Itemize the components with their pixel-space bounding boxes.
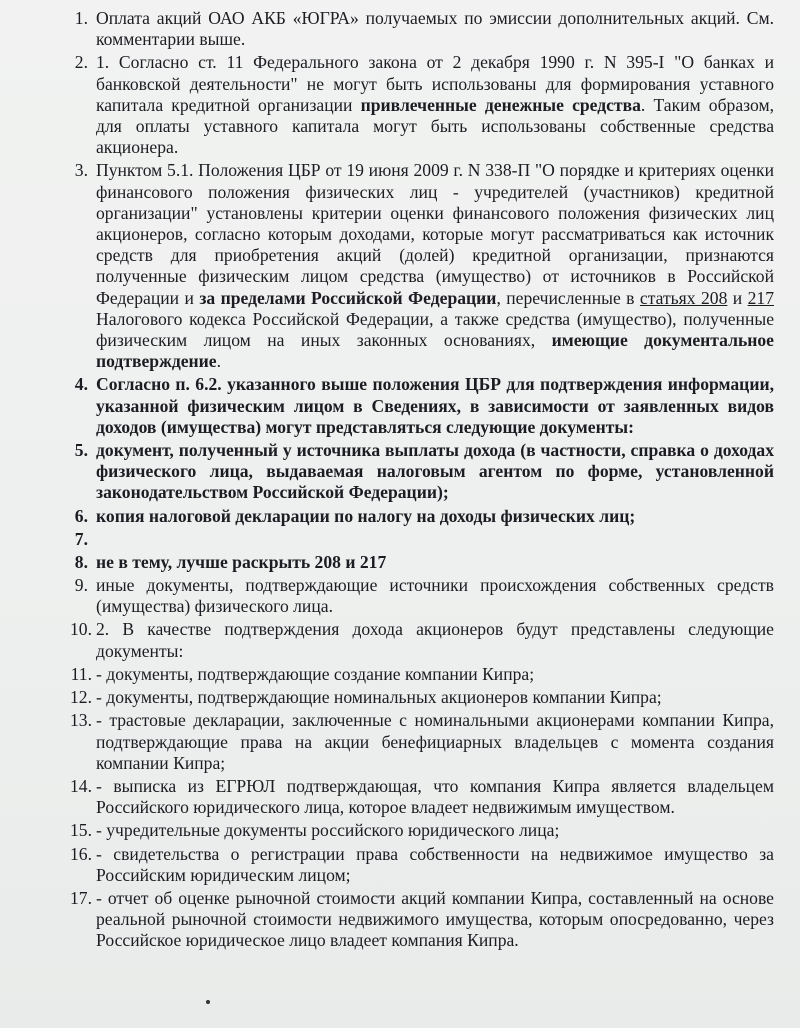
item-number: 3. (74, 160, 88, 181)
item-number: 8. (74, 551, 88, 572)
list-item-11 (62, 664, 774, 685)
item-number: 1. (74, 8, 88, 28)
text-segment: . Таким образом, для оплаты уставного капитала могут быть использованы собственные средства акционера. (96, 94, 774, 158)
text-segment: . (216, 351, 222, 372)
item-number: 14. (70, 775, 92, 796)
text-segment: , перечисленные в (496, 287, 640, 308)
item-text: 2. В качестве подтверждения дохода акционеров будут представлены следующие документы: (96, 619, 774, 661)
bold-segment: за пределами Российской Федерации (199, 287, 497, 308)
item-text: - отчет об оценке рыночной стоимости акций компании Кипра, составленный на основе реальной рыночной стоимости недвижимого имущества, которым опосредованно, через Российское юридическое лицо владеет компания Кипра. (96, 887, 774, 951)
text-segment: Налогового кодекса Российской Федерации, а также средства (имущество), полученные физическим лицом на иных законных основаниях, (96, 308, 774, 351)
list-item-9 (62, 575, 774, 617)
item-text: - учредительные документы российского юридического лица; (96, 820, 560, 841)
item-number: 10. (70, 619, 92, 640)
item-text: Оплата акций ОАО АКБ «ЮГРА» получаемых по эмиссии дополнительных акций. См. комментарии выше. (96, 8, 774, 50)
item-number: 7. (74, 528, 88, 549)
item-text: иные документы, подтверждающие источники происхождения собственных средств (имущества) физического лица. (96, 575, 774, 617)
item-text: - документы, подтверждающие номинальных акционеров компании Кипра; (96, 687, 662, 708)
bold-segment: привлеченные денежные средства (360, 94, 641, 115)
numbered-list (62, 8, 774, 954)
item-number: 6. (74, 505, 88, 526)
bold-segment: имеющие документальное подтверждение (96, 330, 774, 372)
item-number: 16. (70, 843, 92, 864)
list-item-1 (62, 8, 774, 50)
list-item-4 (62, 374, 774, 438)
text-segment: Пунктом 5.1. Положения ЦБР от 19 июня 2009 г. N 338-П "О порядке и критериях оценки финансового положения физических лиц - учредителей (участников) кредитной организации" установлены критерии оценки финансового положения физических лиц акционеров, согласно которым доходами, которые могут рассматриваться как источник средств для приобретения акций (долей) кредитной организации, признаются полученные физическим лицом средства (имущество) от источников в Российской Федерации и (96, 160, 774, 308)
item-number: 9. (74, 575, 88, 596)
item-number: 11. (70, 663, 92, 684)
item-number: 5. (74, 440, 88, 461)
item-text: - трастовые декларации, заключенные с номинальными акционерами компании Кипра, подтверждающие права на акции бенефициарных владельцев с момента создания компании Кипра; (96, 710, 774, 773)
item-number: 15. (70, 820, 92, 841)
article-208-link[interactable]: статьях 208 (639, 287, 728, 308)
list-item-10 (62, 619, 774, 661)
list-item-12 (62, 687, 774, 708)
item-number: 12. (70, 687, 92, 708)
item-text: - свидетельства о регистрации права собственности на недвижимое имущество за Российским юридическим лицом; (96, 843, 774, 885)
item-text (96, 52, 774, 158)
item-number: 4. (74, 374, 88, 395)
item-number: 13. (70, 710, 92, 731)
item-text: не в тему, лучше раскрыть 208 и 217 (96, 551, 387, 572)
page-mark (206, 1000, 210, 1004)
list-item-13 (62, 710, 774, 774)
list-item-5 (62, 440, 774, 504)
item-number: 2. (74, 52, 88, 73)
item-text: - документы, подтверждающие создание компании Кипра; (96, 663, 535, 684)
item-number: 17. (70, 887, 92, 908)
list-item-14 (62, 776, 774, 818)
list-item-7 (62, 529, 774, 550)
item-text: документ, полученный у источника выплаты дохода (в частности, справка о доходах физического лица, выдаваемая налоговым агентом по форме, установленной законодательством Российской Федерации); (96, 440, 774, 503)
list-item-15 (62, 820, 774, 841)
item-text: - выписка из ЕГРЮЛ подтверждающая, что компания Кипра является владельцем Российского юридического лица, которое владеет недвижимым имуществом. (96, 775, 774, 818)
item-text (96, 160, 774, 372)
list-item-17 (62, 888, 774, 952)
list-item-16 (62, 844, 774, 886)
article-217-link[interactable]: 217 (747, 287, 774, 308)
item-text: копия налоговой декларации по налогу на доходы физических лиц; (96, 505, 636, 526)
item-text: Согласно п. 6.2. указанного выше положения ЦБР для подтверждения информации, указанной физическим лицом в Сведениях, в зависимости от заявленных видов доходов (имущества) могут представляться следующие документы: (96, 374, 774, 437)
list-item-8 (62, 552, 774, 573)
list-item-3 (62, 160, 774, 372)
text-segment: и (727, 287, 748, 308)
list-item-2 (62, 52, 774, 158)
list-item-6 (62, 506, 774, 527)
text-segment: 1. Согласно ст. 11 Федерального закона от 2 декабря 1990 г. N 395-I "О банках и банковской деятельности" не могут быть использованы для формирования уставного капитала кредитной организации (96, 52, 774, 115)
